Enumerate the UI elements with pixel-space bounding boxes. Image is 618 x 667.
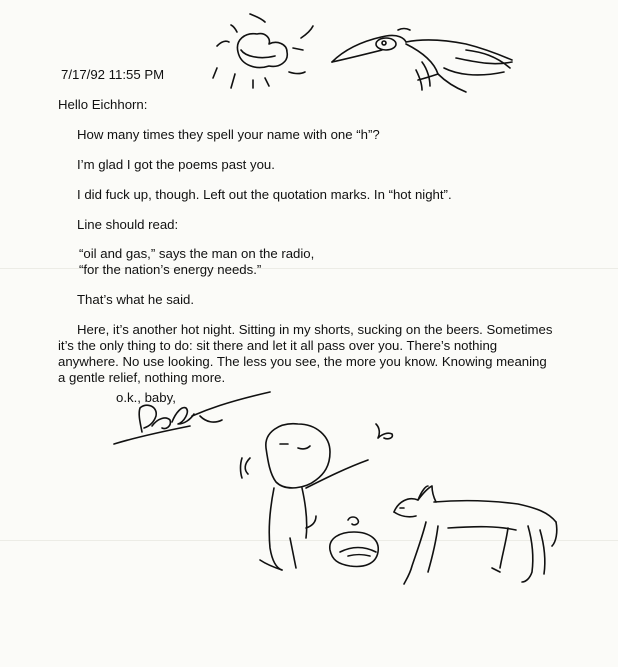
closing: o.k., baby,: [116, 390, 176, 405]
sun-sketch-icon: [205, 8, 325, 98]
paragraph: How many times they spell your name with one “h”?: [77, 127, 380, 142]
body-line: a gentle relief, nothing more.: [58, 370, 226, 385]
body-line: anywhere. No use looking. The less you see, the more you know. Knowing meaning: [58, 354, 547, 369]
salutation: Hello Eichhorn:: [58, 97, 148, 112]
bird-sketch-icon: [326, 22, 516, 102]
paragraph: Line should read:: [77, 217, 179, 232]
paragraph: That’s what he said.: [77, 292, 195, 307]
quoted-line: “oil and gas,” says the man on the radio,: [79, 246, 315, 261]
letter-date: 7/17/92 11:55 PM: [61, 67, 165, 82]
body-line: Here, it’s another hot night. Sitting in my shorts, sucking on the beers. Sometimes: [77, 322, 553, 337]
jug-sketch-icon: [322, 512, 392, 572]
doodle-mark-icon: [372, 420, 402, 444]
cat-sketch-icon: [388, 482, 568, 592]
body-paragraph: [58, 322, 552, 386]
paragraph: I’m glad I got the poems past you.: [77, 157, 275, 172]
quoted-line: “for the nation’s energy needs.”: [79, 262, 262, 277]
paragraph: I did fuck up, though. Left out the quotation marks. In “hot night”.: [77, 187, 452, 202]
body-line: it’s the only thing to do: sit there and let it all pass over you. There’s nothing: [58, 338, 498, 353]
